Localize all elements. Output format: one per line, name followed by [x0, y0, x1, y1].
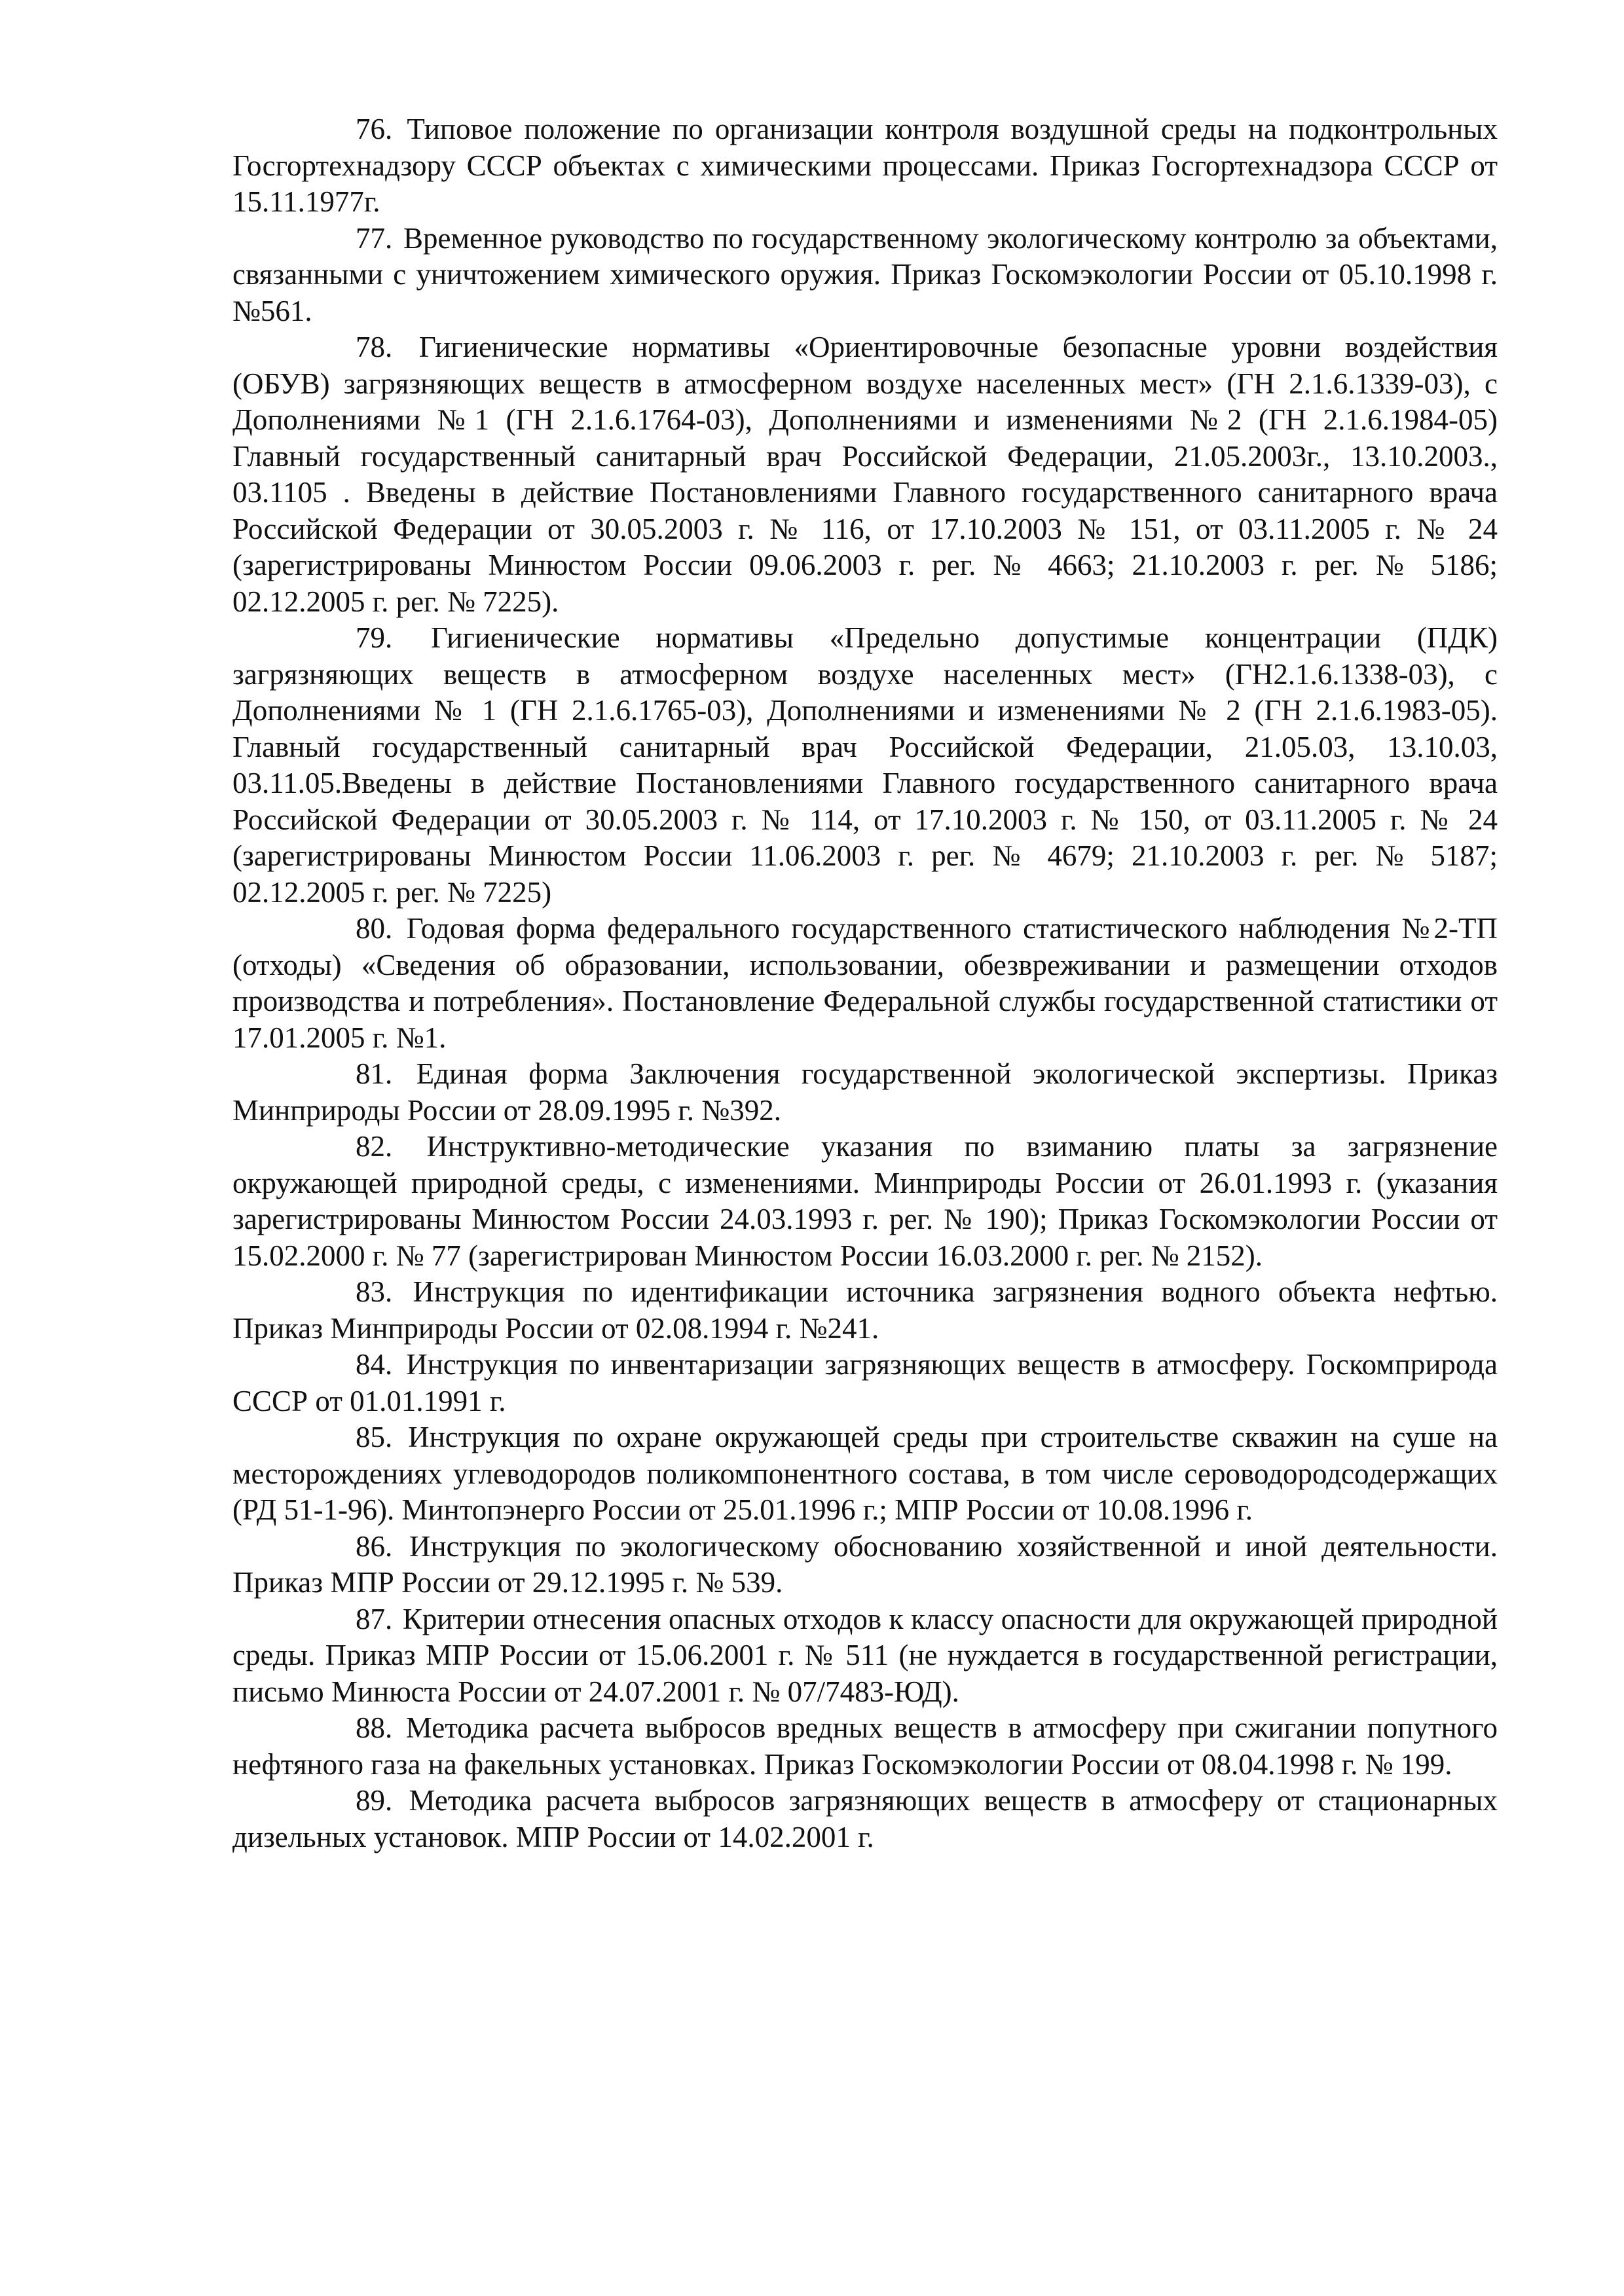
list-item — [232, 1783, 1498, 1855]
list-item — [232, 911, 1498, 1056]
entry-text: Временное руководство по государственному экологическому контролю за объектами, связанными с уничтожением химического оружия. Приказ Госкомэкологии России от 05.10.1998 г. №561. — [232, 221, 1498, 327]
entry-text: Инструкция по идентификации источника загрязнения водного объекта нефтью. Приказ Минприроды России от 02.08.1994 г. №241. — [232, 1275, 1498, 1345]
list-item — [232, 1274, 1498, 1347]
entry-text: Методика расчета выбросов вредных веществ в атмосферу при сжигании попутного нефтяного газа на факельных установках. Приказ Госкомэкологии России от 08.04.1998 г. № 199. — [232, 1711, 1498, 1781]
entry-text: Инструкция по экологическому обоснованию хозяйственной и иной деятельности. Приказ МПР России от 29.12.1995 г. № 539. — [232, 1529, 1498, 1599]
entry-text: Инструктивно-методические указания по взиманию платы за загрязнение окружающей природной среды, с изменениями. Минприроды России от 26.01.1993 г. (указания зарегистрированы Минюстом России 24.03.1993 г. рег. № 190); Приказ Госкомэкологии России от 15.02.2000 г. № 77 (зарегистрирован Минюстом России 16.03.2000 г. рег. № 2152). — [232, 1130, 1498, 1272]
entry-number: 84. — [356, 1348, 393, 1381]
entry-text: Гигиенические нормативы «Предельно допустимые концентрации (ПДК) загрязняющих веществ в атмосферном воздухе населенных мест» (ГН2.1.6.1338-03), с Дополнениями № 1 (ГН 2.1.6.1765-03), Дополнениями и изменениями № 2 (ГН 2.1.6.1983-05). Главный государственный санитарный врач Российской Федерации, 21.05.03, 13.10.03, 03.11.05.Введены в действие Постановлениями Главного государственного санитарного врача Российской Федерации от 30.05.2003 г. № 114, от 17.10.2003 г. № 150, от 03.11.2005 г. № 24 (зарегистрированы Минюстом России 11.06.2003 г. рег. № 4679; 21.10.2003 г. рег. № 5187; 02.12.2005 г. рег. № 7225) — [232, 621, 1498, 909]
list-item — [232, 111, 1498, 221]
list-item — [232, 1347, 1498, 1419]
reference-list — [232, 111, 1498, 1855]
list-item — [232, 1529, 1498, 1601]
list-item — [232, 620, 1498, 911]
entry-number: 81. — [356, 1057, 393, 1090]
list-item — [232, 1419, 1498, 1529]
entry-number: 85. — [356, 1421, 393, 1453]
list-item — [232, 1129, 1498, 1274]
list-item — [232, 1601, 1498, 1711]
entry-number: 87. — [356, 1602, 393, 1635]
entry-number: 76. — [356, 113, 393, 145]
entry-number: 83. — [356, 1275, 393, 1308]
list-item — [232, 1710, 1498, 1783]
entry-text: Методика расчета выбросов загрязняющих веществ в атмосферу от стационарных дизельных установок. МПР России от 14.02.2001 г. — [232, 1784, 1498, 1853]
list-item — [232, 221, 1498, 330]
list-item — [232, 329, 1498, 620]
entry-number: 80. — [356, 912, 393, 945]
entry-number: 78. — [356, 331, 393, 363]
entry-number: 82. — [356, 1130, 393, 1163]
entry-text: Типовое положение по организации контроля воздушной среды на подконтрольных Госгортехнадзору СССР объектах с химическими процессами. Приказ Госгортехнадзора СССР от 15.11.1977г. — [232, 113, 1498, 218]
entry-text: Критерии отнесения опасных отходов к классу опасности для окружающей природной среды. Приказ МПР России от 15.06.2001 г. № 511 (не нуждается в государственной регистрации, письмо Минюста России от 24.07.2001 г. № 07/7483-ЮД). — [232, 1602, 1498, 1708]
entry-number: 89. — [356, 1784, 393, 1817]
entry-number: 86. — [356, 1529, 393, 1563]
list-item — [232, 1056, 1498, 1129]
entry-text: Инструкция по инвентаризации загрязняющих веществ в атмосферу. Госкомприрода СССР от 01.01.1991 г. — [232, 1348, 1498, 1417]
entry-text: Гигиенические нормативы «Ориентировочные безопасные уровни воздействия (ОБУВ) загрязняющих веществ в атмосферном воздухе населенных мест» (ГН 2.1.6.1339-03), с Дополнениями №1 (ГН 2.1.6.1764-03), Дополнениями и изменениями №2 (ГН 2.1.6.1984-05) Главный государственный санитарный врач Российской Федерации, 21.05.2003г., 13.10.2003., 03.1105 . Введены в действие Постановлениями Главного государственного санитарного врача Российской Федерации от 30.05.2003 г. № 116, от 17.10.2003 № 151, от 03.11.2005 г. № 24 (зарегистрированы Минюстом России 09.06.2003 г. рег. № 4663; 21.10.2003 г. рег. № 5186; 02.12.2005 г. рег. № 7225). — [232, 331, 1498, 618]
entry-number: 79. — [356, 621, 393, 654]
entry-number: 88. — [356, 1711, 393, 1744]
entry-number: 77. — [356, 221, 393, 255]
entry-text: Единая форма Заключения государственной экологической экспертизы. Приказ Минприроды России от 28.09.1995 г. №392. — [232, 1057, 1498, 1127]
entry-text: Инструкция по охране окружающей среды при строительстве скважин на суше на месторождениях углеводородов поликомпонентного состава, в том числе сероводородсодержащих (РД 51-1-96). Минтопэнерго России от 25.01.1996 г.; МПР России от 10.08.1996 г. — [232, 1421, 1498, 1526]
entry-text: Годовая форма федерального государственного статистического наблюдения №2-ТП (отходы) «Сведения об образовании, использовании, обезвреживании и размещении отходов производства и потребления». Постановление Федеральной службы государственной статистики от 17.01.2005 г. №1. — [232, 912, 1498, 1054]
